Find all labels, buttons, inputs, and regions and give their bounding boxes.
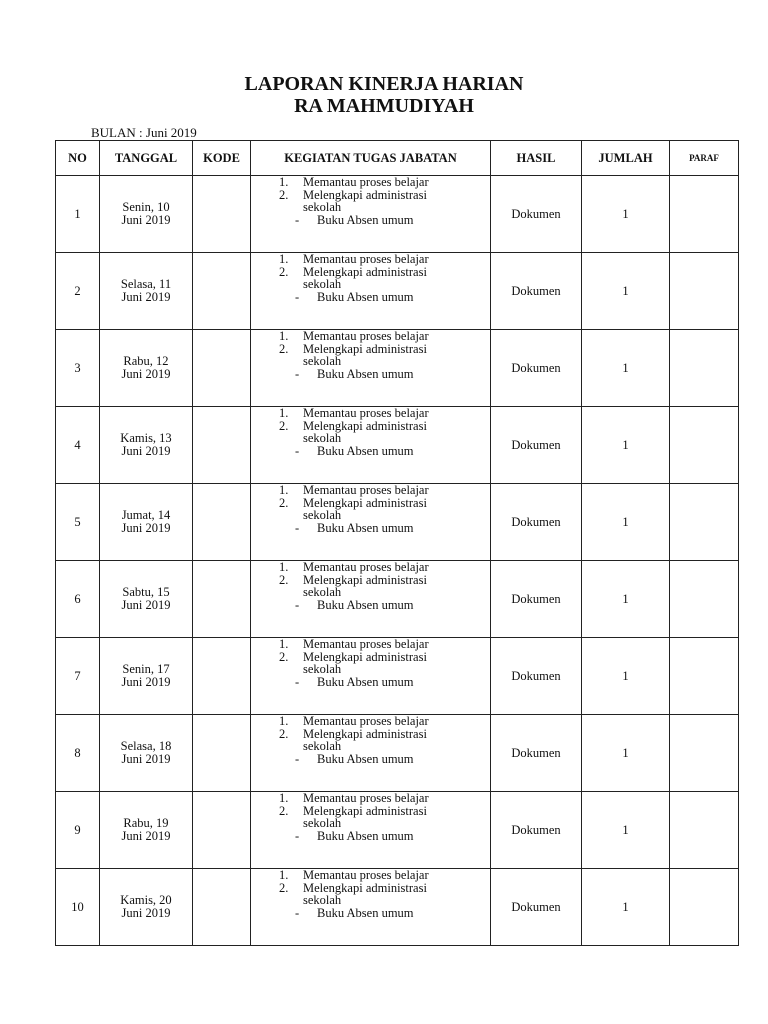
report-table (55, 140, 739, 946)
row-kode (193, 561, 251, 638)
tanggal-month: Juni 2019 (121, 675, 171, 689)
kegiatan-subitem: Buku Absen umum (317, 751, 414, 766)
row-hasil: Dokumen (491, 715, 582, 792)
tanggal-day: Kamis, 20 (120, 893, 172, 907)
kegiatan-item-1: Memantau proses belajar (303, 175, 429, 189)
row-tanggal (100, 869, 193, 946)
row-tanggal (100, 484, 193, 561)
table-header-row (56, 141, 739, 176)
tanggal-day: Sabtu, 15 (122, 585, 170, 599)
row-paraf (670, 869, 739, 946)
row-kode (193, 407, 251, 484)
row-jumlah: 1 (582, 176, 670, 253)
kegiatan-item-1: Memantau proses belajar (303, 560, 429, 574)
tanggal-month: Juni 2019 (121, 444, 171, 458)
table-row (56, 715, 739, 792)
tanggal-month: Juni 2019 (121, 367, 171, 381)
kegiatan-item-1: Memantau proses belajar (303, 791, 429, 805)
tanggal-day: Selasa, 18 (120, 739, 172, 753)
kegiatan-item-2: Melengkapi administrasi sekolah (303, 264, 427, 291)
row-no: 6 (56, 561, 100, 638)
row-tanggal (100, 792, 193, 869)
row-no: 9 (56, 792, 100, 869)
tanggal-month: Juni 2019 (121, 290, 171, 304)
kegiatan-item-1: Memantau proses belajar (303, 714, 429, 728)
row-paraf (670, 561, 739, 638)
row-no: 7 (56, 638, 100, 715)
table-row (56, 638, 739, 715)
row-jumlah: 1 (582, 330, 670, 407)
tanggal-day: Jumat, 14 (121, 508, 171, 522)
row-jumlah: 1 (582, 792, 670, 869)
kegiatan-item-1: Memantau proses belajar (303, 406, 429, 420)
tanggal-day: Senin, 10 (122, 200, 170, 214)
tanggal-day: Senin, 17 (122, 662, 170, 676)
kegiatan-subitem: Buku Absen umum (317, 520, 414, 535)
table-row (56, 407, 739, 484)
row-jumlah: 1 (582, 715, 670, 792)
row-kode (193, 330, 251, 407)
row-no: 2 (56, 253, 100, 330)
row-kegiatan: 1. Memantau proses belajar 2. Melengkapi administrasi sekolah - Buku Absen umum (251, 792, 491, 869)
row-jumlah: 1 (582, 869, 670, 946)
row-tanggal (100, 253, 193, 330)
kegiatan-subitem: Buku Absen umum (317, 674, 414, 689)
row-kode (193, 715, 251, 792)
row-paraf (670, 407, 739, 484)
kegiatan-subitem: Buku Absen umum (317, 443, 414, 458)
row-paraf (670, 484, 739, 561)
kegiatan-subitem: Buku Absen umum (317, 905, 414, 920)
tanggal-month: Juni 2019 (121, 521, 171, 535)
kegiatan-item-1: Memantau proses belajar (303, 329, 429, 343)
row-hasil: Dokumen (491, 176, 582, 253)
row-tanggal (100, 176, 193, 253)
row-no: 8 (56, 715, 100, 792)
row-kode (193, 484, 251, 561)
header-no: NO (56, 141, 100, 176)
row-tanggal (100, 715, 193, 792)
tanggal-month: Juni 2019 (121, 752, 171, 766)
row-tanggal (100, 407, 193, 484)
table-row (56, 561, 739, 638)
row-jumlah: 1 (582, 484, 670, 561)
header-jumlah: JUMLAH (582, 141, 670, 176)
table-row (56, 484, 739, 561)
row-tanggal (100, 561, 193, 638)
row-kegiatan: 1. Memantau proses belajar 2. Melengkapi administrasi sekolah - Buku Absen umum (251, 253, 491, 330)
table-row (56, 330, 739, 407)
tanggal-month: Juni 2019 (121, 213, 171, 227)
tanggal-month: Juni 2019 (121, 829, 171, 843)
month-label: BULAN : Juni 2019 (91, 125, 197, 140)
row-paraf (670, 330, 739, 407)
row-jumlah: 1 (582, 407, 670, 484)
row-hasil: Dokumen (491, 792, 582, 869)
row-kode (193, 792, 251, 869)
row-kegiatan: 1. Memantau proses belajar 2. Melengkapi administrasi sekolah - Buku Absen umum (251, 330, 491, 407)
kegiatan-item-2: Melengkapi administrasi sekolah (303, 187, 427, 214)
row-jumlah: 1 (582, 561, 670, 638)
row-hasil: Dokumen (491, 407, 582, 484)
row-no: 10 (56, 869, 100, 946)
row-kode (193, 176, 251, 253)
row-paraf (670, 253, 739, 330)
row-kegiatan: 1. Memantau proses belajar 2. Melengkapi administrasi sekolah - Buku Absen umum (251, 715, 491, 792)
row-hasil: Dokumen (491, 638, 582, 715)
table-row (56, 869, 739, 946)
row-kode (193, 638, 251, 715)
kegiatan-subitem: Buku Absen umum (317, 828, 414, 843)
row-no: 3 (56, 330, 100, 407)
row-paraf (670, 715, 739, 792)
kegiatan-item-1: Memantau proses belajar (303, 483, 429, 497)
header-hasil: HASIL (491, 141, 582, 176)
kegiatan-item-2: Melengkapi administrasi sekolah (303, 572, 427, 599)
header-paraf: PARAF (670, 141, 739, 176)
kegiatan-subitem: Buku Absen umum (317, 212, 414, 227)
table-row (56, 253, 739, 330)
header-kode: KODE (193, 141, 251, 176)
kegiatan-subitem: Buku Absen umum (317, 597, 414, 612)
kegiatan-subitem: Buku Absen umum (317, 366, 414, 381)
row-kegiatan: 1. Memantau proses belajar 2. Melengkapi administrasi sekolah - Buku Absen umum (251, 484, 491, 561)
kegiatan-item-1: Memantau proses belajar (303, 637, 429, 651)
row-kode (193, 253, 251, 330)
tanggal-day: Rabu, 19 (123, 816, 169, 830)
row-kegiatan: 1. Memantau proses belajar 2. Melengkapi administrasi sekolah - Buku Absen umum (251, 407, 491, 484)
row-paraf (670, 792, 739, 869)
row-paraf (670, 176, 739, 253)
kegiatan-item-2: Melengkapi administrasi sekolah (303, 341, 427, 368)
tanggal-day: Selasa, 11 (120, 277, 172, 291)
row-kode (193, 869, 251, 946)
kegiatan-subitem: Buku Absen umum (317, 289, 414, 304)
row-hasil: Dokumen (491, 330, 582, 407)
row-kegiatan: 1. Memantau proses belajar 2. Melengkapi administrasi sekolah - Buku Absen umum (251, 869, 491, 946)
row-jumlah: 1 (582, 253, 670, 330)
header-kegiatan: KEGIATAN TUGAS JABATAN (251, 141, 491, 176)
kegiatan-item-1: Memantau proses belajar (303, 252, 429, 266)
kegiatan-item-2: Melengkapi administrasi sekolah (303, 803, 427, 830)
row-kegiatan: 1. Memantau proses belajar 2. Melengkapi administrasi sekolah - Buku Absen umum (251, 561, 491, 638)
row-hasil: Dokumen (491, 484, 582, 561)
report-subtitle: RA MAHMUDIYAH (294, 95, 474, 117)
table-row (56, 176, 739, 253)
row-no: 1 (56, 176, 100, 253)
row-jumlah: 1 (582, 638, 670, 715)
kegiatan-item-2: Melengkapi administrasi sekolah (303, 418, 427, 445)
tanggal-month: Juni 2019 (121, 598, 171, 612)
report-title: LAPORAN KINERJA HARIAN (244, 73, 524, 95)
table-row (56, 792, 739, 869)
kegiatan-item-2: Melengkapi administrasi sekolah (303, 726, 427, 753)
tanggal-month: Juni 2019 (121, 906, 171, 920)
row-hasil: Dokumen (491, 561, 582, 638)
header-tanggal: TANGGAL (100, 141, 193, 176)
kegiatan-item-2: Melengkapi administrasi sekolah (303, 495, 427, 522)
kegiatan-item-2: Melengkapi administrasi sekolah (303, 649, 427, 676)
row-kegiatan: 1. Memantau proses belajar 2. Melengkapi administrasi sekolah - Buku Absen umum (251, 638, 491, 715)
row-hasil: Dokumen (491, 869, 582, 946)
row-no: 4 (56, 407, 100, 484)
row-no: 5 (56, 484, 100, 561)
row-paraf (670, 638, 739, 715)
tanggal-day: Kamis, 13 (120, 431, 172, 445)
row-tanggal (100, 638, 193, 715)
kegiatan-item-1: Memantau proses belajar (303, 868, 429, 882)
tanggal-day: Rabu, 12 (123, 354, 169, 368)
row-hasil: Dokumen (491, 253, 582, 330)
row-kegiatan: 1. Memantau proses belajar 2. Melengkapi administrasi sekolah - Buku Absen umum (251, 176, 491, 253)
kegiatan-item-2: Melengkapi administrasi sekolah (303, 880, 427, 907)
row-tanggal (100, 330, 193, 407)
